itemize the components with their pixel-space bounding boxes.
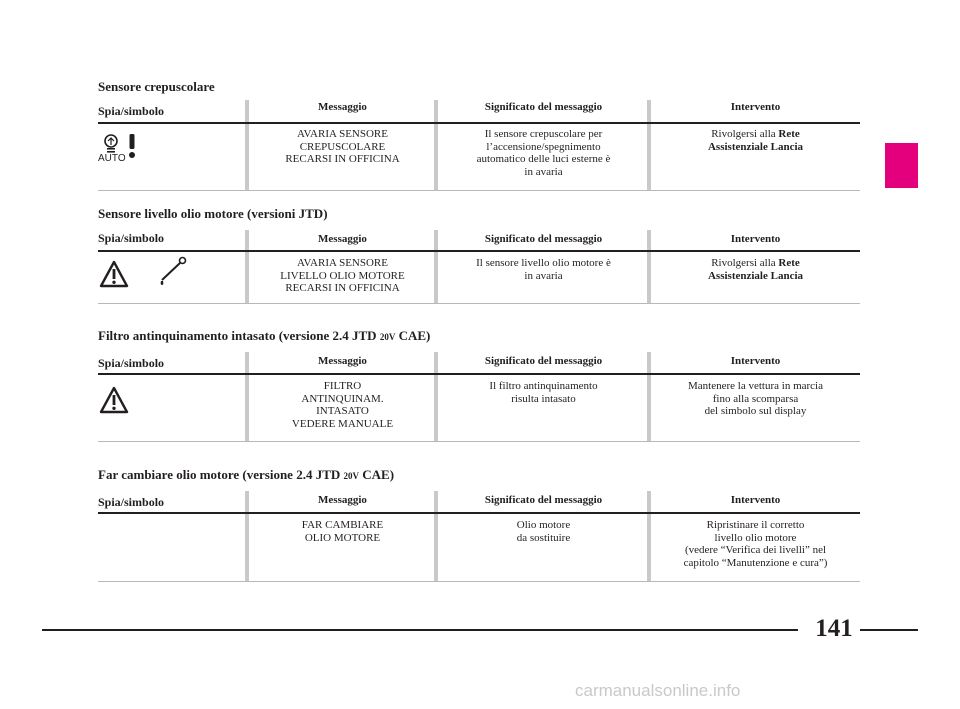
row-rule — [98, 190, 860, 191]
header-intervento: Intervento — [730, 494, 781, 506]
header-rule — [98, 373, 860, 375]
section-sensore-crepuscolare — [98, 79, 860, 194]
significato-cell: Il filtro antinquinamento risulta intasato — [489, 380, 598, 405]
messaggio-cell: FAR CAMBIARE OLIO MOTORE — [301, 519, 384, 544]
header-spia: Spia/simbolo — [98, 104, 165, 118]
column-divider — [245, 230, 249, 303]
header-messaggio: Messaggio — [318, 101, 367, 113]
header-spia: Spia/simbolo — [98, 231, 165, 245]
header-messaggio: Messaggio — [318, 355, 367, 367]
header-rule — [98, 512, 860, 514]
section-filtro-antinquinamento — [98, 328, 860, 444]
section-sensore-livello-olio — [98, 206, 860, 306]
intervento-cell: Rivolgersi alla Rete Assistenziale Lancia — [707, 257, 804, 282]
warning-triangle-icon — [99, 386, 129, 414]
header-significato: Significato del messaggio — [484, 494, 603, 506]
header-spia: Spia/simbolo — [98, 495, 165, 509]
significato-cell: Il sensore livello olio motore è in avaria — [476, 257, 611, 282]
section-title: Sensore livello olio motore (versioni JTD) — [98, 206, 328, 221]
intervento-cell: Mantenere la vettura in marcia fino alla scomparsa del simbolo sul display — [688, 380, 823, 417]
header-intervento: Intervento — [730, 355, 781, 367]
header-significato: Significato del messaggio — [484, 101, 603, 113]
header-spia: Spia/simbolo — [98, 356, 165, 370]
column-divider — [245, 491, 249, 582]
oil-dipstick-icon — [158, 256, 188, 286]
row-rule — [98, 303, 860, 304]
messaggio-cell: AVARIA SENSORE CREPUSCOLARE RECARSI IN OFFICINA — [285, 128, 400, 165]
watermark: carmanualsonline.info — [575, 681, 741, 700]
chapter-tab — [885, 143, 918, 188]
warning-triangle-icon — [99, 260, 129, 288]
header-messaggio: Messaggio — [318, 494, 367, 506]
footer-rule — [860, 629, 918, 631]
header-intervento: Intervento — [730, 233, 781, 245]
header-rule — [98, 250, 860, 252]
footer-rule — [42, 629, 798, 631]
intervento-cell: Rivolgersi alla Rete Assistenziale Lancia — [707, 128, 804, 153]
page-number: 141 — [815, 615, 853, 642]
row-rule — [98, 441, 860, 442]
exclamation-icon — [128, 134, 136, 160]
messaggio-cell: FILTRO ANTINQUINAM. INTASATO VEDERE MANUALE — [291, 380, 394, 430]
section-title: Sensore crepuscolare — [98, 79, 215, 94]
row-rule — [98, 581, 860, 582]
header-rule — [98, 122, 860, 124]
section-title: Far cambiare olio motore (versione 2.4 JTD 20V CAE) — [98, 467, 395, 482]
column-divider — [245, 100, 249, 191]
header-significato: Significato del messaggio — [484, 233, 603, 245]
header-messaggio: Messaggio — [318, 233, 367, 245]
intervento-cell: Ripristinare il corretto livello olio motore (vedere “Verifica dei livelli” nel capitolo “Manutenzione e cura”) — [683, 519, 828, 569]
section-far-cambiare-olio — [98, 467, 860, 584]
messaggio-cell: AVARIA SENSORE LIVELLO OLIO MOTORE RECARSI IN OFFICINA — [280, 257, 405, 294]
header-intervento: Intervento — [730, 101, 781, 113]
header-significato: Significato del messaggio — [484, 355, 603, 367]
significato-cell: Il sensore crepuscolare per l’accensione/spegnimento automatico delle luci esterne è in avaria — [476, 128, 611, 178]
significato-cell: Olio motore da sostituire — [516, 519, 571, 544]
column-divider — [245, 352, 249, 442]
section-title: Filtro antinquinamento intasato (versione 2.4 JTD 20V CAE) — [98, 328, 431, 343]
auto-label: AUTO — [98, 153, 126, 164]
